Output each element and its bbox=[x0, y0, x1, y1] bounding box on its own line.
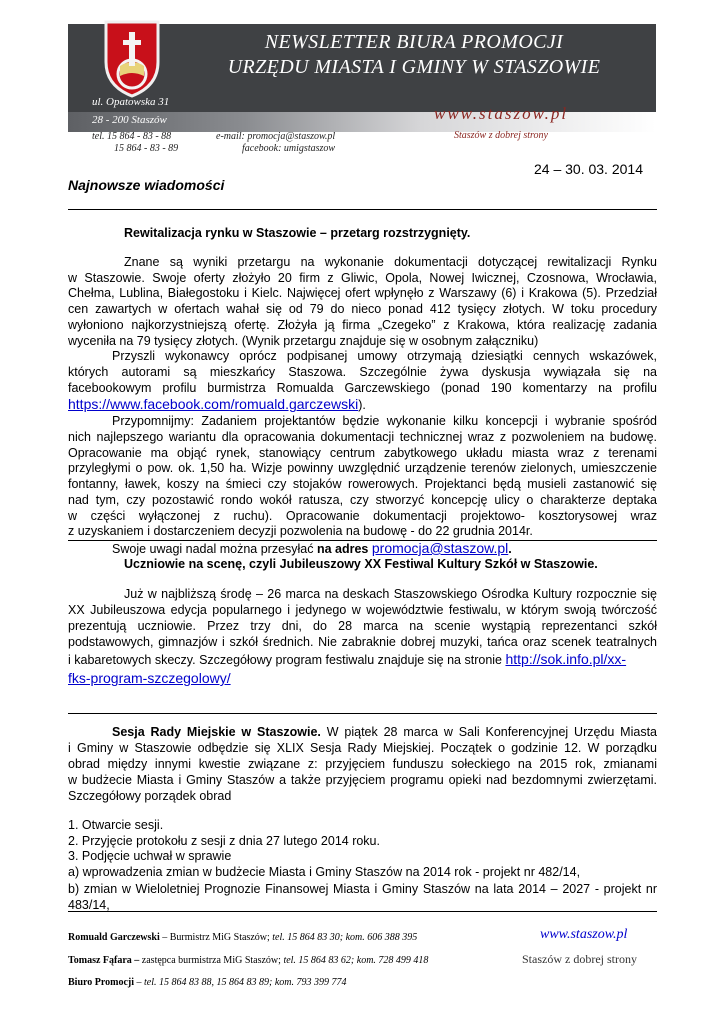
text-line: w Staszowie. Swoje oferty złożyło 20 firm z Gliwic, Opola, Nowej Iwicznej, Czosnowa, Wrocławia, bbox=[68, 270, 657, 285]
text-line: b) zmian w Wieloletniej Prognozie Finansowej Miasta i Gminy Staszów na lata 2014 – 2027 - projekt nr bbox=[68, 882, 657, 896]
text-line: Przypomnijmy: Zadaniem projektantów będzie wykonanie kilku koncepcji i wybranie spośród bbox=[112, 414, 657, 429]
text-span: tel. 15 864 83 30; kom. 606 388 395 bbox=[272, 932, 418, 943]
header-email: e-mail: promocja@staszow.pl bbox=[216, 131, 336, 142]
text-line: w budżecie Miasta i Gminy Staszów a także przyjęciem programu opieki nad bezdomnymi zwierzętami. bbox=[68, 773, 657, 787]
text-line: w części wyłączonej z ruchu). Opracowanie dokumentacji projektowo- kosztorysowej wraz bbox=[68, 508, 657, 523]
festival-program-link[interactable]: http://sok.info.pl/xx- bbox=[505, 651, 627, 667]
newsletter-date: 24 – 30. 03. 2014 bbox=[534, 161, 643, 177]
text-line: i Gminy w Staszowie odbędzie się XLIX Sesja Rady Miejskiej. Początek o godzinie 12. W porządku bbox=[68, 741, 657, 755]
text-span: . bbox=[508, 541, 512, 556]
article2-body bbox=[68, 586, 657, 688]
text-line: obrad między innymi kwestie związane z: przyjęciem funduszu sołeckiego na 2015 rok, zmianami bbox=[68, 757, 657, 771]
agenda-item-b bbox=[68, 882, 657, 913]
text-line: XX Jubileuszowa edycja popularnego i jedynego w województwie festiwalu, w którym swoją twórczość bbox=[68, 603, 657, 617]
text-span: Romuald Garczewski bbox=[68, 932, 160, 943]
text-span: tel. 15 864 83 62; kom. 728 499 418 bbox=[283, 955, 429, 966]
footer-line-mayor bbox=[68, 932, 417, 943]
agenda-item: a) wprowadzenia zmian w budżecie Miasta i Gminy Staszów na 2014 rok - projekt nr 482/14, bbox=[68, 864, 581, 879]
text-line: Przyszli wykonawcy oprócz podpisanej umowy otrzymają dziesiątki cennych wskazówek, bbox=[112, 349, 657, 364]
text-line: podstawowych, gimnazjów i szkół średnich. Nie zabraknie dobrej muzyki, tańca oraz scenek teatralnych bbox=[68, 635, 657, 649]
agenda-list bbox=[68, 818, 580, 880]
text-line: facebookowym profilu burmistrza Romualda Garczewskiego (ponad 190 komentarzy na profilu bbox=[68, 380, 657, 395]
article1-title: Rewitalizacja rynku w Staszowie – przetarg rozstrzygnięty. bbox=[124, 226, 471, 240]
text-line: prezentują uczniowie. Przez trzy dni, do 28 marca na scenie wystąpią reprezentanci szkół bbox=[68, 619, 657, 633]
phone-2: 15 864 - 83 - 89 bbox=[114, 143, 179, 154]
newsletter-title-line1: NEWSLETTER BIURA PROMOCJI bbox=[264, 31, 564, 53]
text-line: Szczegółowy porządek obrad bbox=[68, 789, 232, 803]
article3-title: Sesja Rady Miejskie w Staszowie. bbox=[112, 725, 321, 739]
agenda-item: 3. Podjęcie uchwał w sprawie bbox=[68, 849, 232, 863]
festival-program-link-cont[interactable]: fks-program-szczegolowy/ bbox=[68, 670, 231, 686]
agenda-item: 1. Otwarcie sesji. bbox=[68, 818, 164, 832]
footer-line-office bbox=[68, 977, 347, 988]
text-span: i kabaretowych skeczy. Szczegółowy program festiwalu znajduje się na stronie bbox=[68, 653, 506, 667]
text-span: na adres bbox=[316, 541, 369, 556]
text-line: Znane są wyniki przetargu na wykonanie dokumentacji dotyczącej rewitalizacji Rynku bbox=[124, 255, 657, 269]
text-line: fontanny, ławek, koszy na śmieci czy stojaków rowerowych. Projektanci będą musieli zastanowić się bbox=[68, 477, 657, 492]
header-website-link[interactable]: www.staszow.pl bbox=[434, 104, 569, 123]
address-street: ul. Opatowska 31 bbox=[92, 96, 170, 108]
text-line: nich najlepszego wariantu dla opracowania dokumentacji technicznej wraz z pozwoleniem na budowę. bbox=[68, 430, 657, 445]
text-span: ). bbox=[358, 398, 366, 413]
agenda-item: 2. Przyjęcie protokołu z sesji z dnia 27 lutego 2014 roku. bbox=[68, 833, 380, 848]
text-line bbox=[68, 396, 657, 414]
text-span: – Burmistrz MiG Staszów; bbox=[159, 932, 273, 943]
text-span: W piątek 28 marca w Sali Konferencyjnej Urzędu Miasta bbox=[320, 725, 657, 739]
text-line: cen zawartych w ofertach wahał się od 79 do nieco ponad 412 tysięcy złotych. W toku procedury bbox=[68, 302, 657, 317]
text-line: Opracowanie ma objąć rynek, stanowiący centrum zabytkowego układu miasta wraz z terenami bbox=[68, 445, 657, 460]
text-span: – tel. 15 864 83 88, 15 864 83 89; kom. 793 399 774 bbox=[134, 977, 347, 988]
address-city: 28 - 200 Staszów bbox=[92, 114, 167, 126]
phone-1: tel. 15 864 - 83 - 88 bbox=[92, 131, 172, 142]
article1-body bbox=[68, 255, 657, 558]
text-line bbox=[68, 724, 657, 740]
facebook-profile-link[interactable]: https://www.facebook.com/romuald.garczewski bbox=[68, 396, 359, 413]
coat-of-arms-icon bbox=[98, 18, 166, 98]
newsletter-title-line2: URZĘDU MIASTA I GMINY W STASZOWIE bbox=[227, 56, 601, 78]
text-span: zastępca burmistrza MiG Staszów; bbox=[139, 955, 284, 966]
article2-title: Uczniowie na scenę, czyli Jubileuszowy XX Festiwal Kultury Szkół w Staszowie. bbox=[124, 557, 598, 571]
header-slogan: Staszów z dobrej strony bbox=[454, 130, 548, 141]
text-span: Tomasz Fąfara – bbox=[68, 955, 140, 966]
text-line bbox=[68, 669, 657, 688]
header-facebook: facebook: umigstaszow bbox=[242, 143, 336, 154]
text-line bbox=[68, 650, 657, 669]
footer-slogan: Staszów z dobrej strony bbox=[522, 952, 637, 966]
text-line: których autorami są mieszkańcy Staszowa. Szczególnie żywa dyskusja wywiązała się na bbox=[68, 364, 657, 379]
text-line: wyłoniono najkorzystniejszą ofertę. Złożyła ją firma „Czegeko” z Krakowa, która realizację zadania bbox=[68, 317, 657, 332]
footer-website-link[interactable]: www.staszow.pl bbox=[540, 927, 628, 942]
text-line: Już w najbliższą środę – 26 marca na deskach Staszowskiego Ośrodka Kultury rozpocznie się bbox=[124, 587, 657, 601]
text-span: Swoje uwagi nadal można przesyłać bbox=[112, 541, 317, 556]
text-line bbox=[68, 540, 657, 558]
promo-email-link[interactable]: promocja@staszow.pl bbox=[371, 539, 509, 556]
divider bbox=[68, 713, 657, 714]
divider bbox=[68, 911, 657, 912]
divider bbox=[68, 209, 657, 210]
text-line: z uzyskaniem i dostarczeniem decyzji pozwolenia na budowę - do 22 grudnia 2014r. bbox=[68, 524, 533, 539]
text-line: Chełma, Lublina, Białegostoku i Kielc. Najwięcej ofert wpłynęło z Warszawy (6) i Krakowa (5). Przedział bbox=[68, 286, 657, 301]
article3-body bbox=[68, 724, 657, 804]
footer-line-deputy bbox=[68, 955, 428, 966]
text-line: wyceniła na 79 tysięcy złotych. (Wynik przetargu znajduje się w osobnym załączniku) bbox=[68, 333, 539, 348]
text-line: nad tym, czy pozostawić rondo wokół ratusza, czy stworzyć koncepcję ulicy o charakterze deptaka bbox=[68, 492, 657, 507]
text-line: przyległymi o pow. ok. 1,50 ha. Wizje powinny uwzględnić urządzenie terenów zielonych, umieszczenie bbox=[68, 461, 657, 476]
text-span: Biuro Promocji bbox=[68, 977, 135, 988]
section-heading: Najnowsze wiadomości bbox=[68, 177, 225, 193]
divider bbox=[68, 540, 657, 541]
text-line: 483/14, bbox=[68, 897, 110, 912]
